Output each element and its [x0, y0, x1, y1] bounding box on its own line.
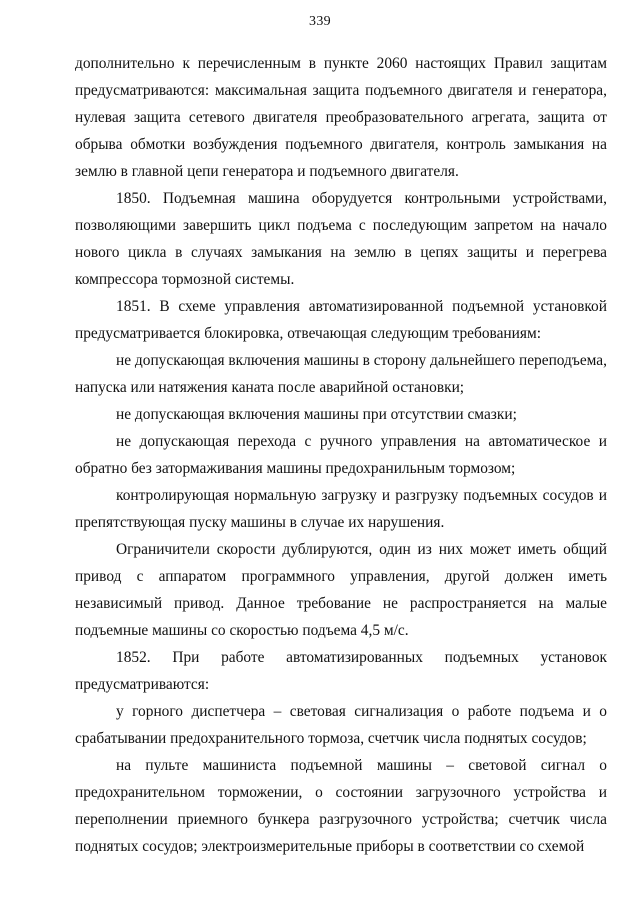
paragraph-1851-item-1: не допускающая включения машины в сторону дальнейшего переподъема, напуска или натяжения каната после аварийной остановки; [75, 352, 607, 396]
page-number: 339 [309, 14, 331, 29]
paragraph-1852-item-1: у горного диспетчера – световая сигнализация о работе подъема и о срабатывании предохранительного тормоза, счетчик числа поднятых сосудов; [75, 703, 607, 747]
paragraph-continuation: дополнительно к перечисленным в пункте 2060 настоящих Правил защитам предусматриваются: максимальная защита подъемного двигателя и генератора, нулевая защита сетевого двигателя преобразовательного агрегата, защита от обрыва обмотки возбуждения подъемного двигателя, контроль замыкания на землю в главной цепи генератора и подъемного двигателя. [75, 55, 607, 180]
paragraph-1851: 1851. В схеме управления автоматизированной подъемной установкой предусматривается блокировка, отвечающая следующим требованиям: [75, 298, 607, 342]
paragraph-1851-item-2: не допускающая включения машины при отсутствии смазки; [116, 406, 517, 423]
paragraph-1852-item-2: на пульте машиниста подъемной машины – световой сигнал о предохранительном торможении, о состоянии загрузочного устройства и переполнении приемного бункера разгрузочного устройства; счетчик числа поднятых сосудов; электроизмерительные приборы в соответствии со схемой [75, 757, 607, 855]
paragraph-1851-item-4: контролирующая нормальную загрузку и разгрузку подъемных сосудов и препятствующая пуску машины в случае их нарушения. [75, 487, 607, 531]
paragraph-1852: 1852. При работе автоматизированных подъемных установок предусматриваются: [75, 649, 607, 693]
paragraph-1851-item-3: не допускающая перехода с ручного управления на автоматическое и обратно без затормаживания машины предохранильным тормозом; [75, 433, 607, 477]
document-body [75, 50, 607, 860]
paragraph-speed-limiters: Ограничители скорости дублируются, один из них может иметь общий привод с аппаратом программного управления, другой должен иметь независимый привод. Данное требование не распространяется на малые подъемные машины со скоростью подъема 4,5 м/с. [75, 541, 607, 639]
paragraph-1850: 1850. Подъемная машина оборудуется контрольными устройствами, позволяющими завершить цикл подъема с последующим запретом на начало нового цикла в случаях замыкания на землю в цепях защиты и перегрева компрессора тормозной системы. [75, 190, 607, 288]
